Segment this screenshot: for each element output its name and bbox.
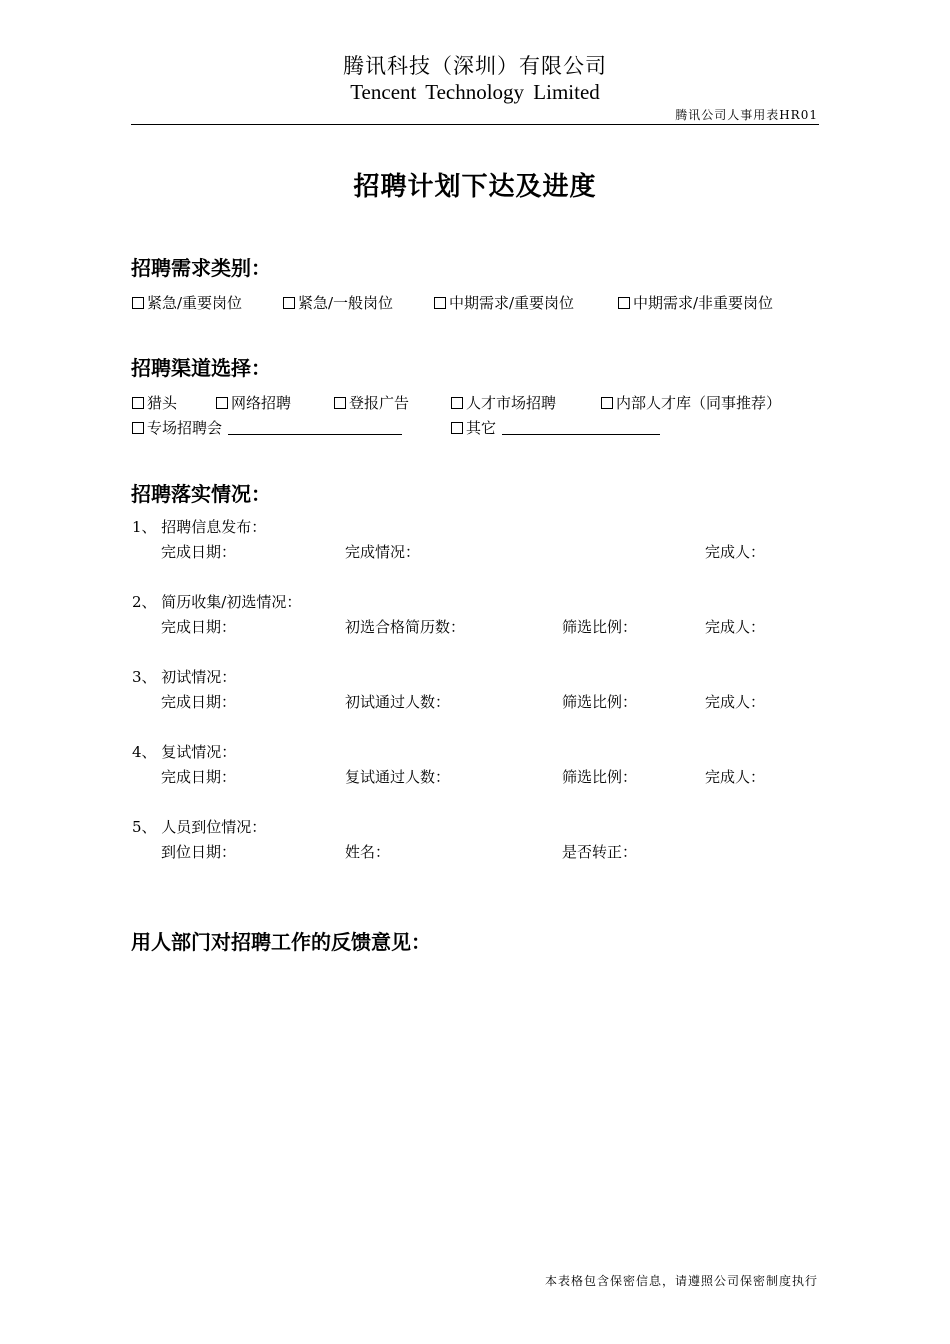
implementation-item-2-ratio: 筛选比例： [562,618,638,636]
implementation-item-2-date: 完成日期： [161,618,237,636]
channel-option-other[interactable]: 其它 [451,417,660,438]
implementation-item-1-person: 完成人： [705,543,766,561]
implementation-item-1-label: 1、 招聘信息发布： [132,518,267,536]
feedback-heading: 用人部门对招聘工作的反馈意见： [131,930,431,954]
checkbox-icon[interactable] [132,297,144,309]
company-name-cn: 腾讯科技（深圳）有限公司 [343,54,607,78]
checkbox-icon[interactable] [216,397,228,409]
company-name-en: Tencent Technology Limited [350,80,600,104]
implementation-item-2-qualified: 初选合格简历数： [345,618,466,636]
implementation-item-4-date: 完成日期： [161,768,237,786]
implementation-item-5-label: 5、 人员到位情况： [132,818,267,836]
job-fair-fill-line[interactable] [228,420,402,435]
page-title: 招聘计划下达及进度 [353,172,597,202]
demand-option-midterm-important[interactable]: 中期需求/重要岗位 [434,292,574,313]
implementation-item-2-person: 完成人： [705,618,766,636]
channel-heading: 招聘渠道选择： [131,356,271,380]
checkbox-icon[interactable] [334,397,346,409]
checkbox-icon[interactable] [283,297,295,309]
implementation-item-4-passed: 复试通过人数： [345,768,451,786]
checkbox-icon[interactable] [434,297,446,309]
checkbox-icon[interactable] [451,422,463,434]
checkbox-icon[interactable] [601,397,613,409]
channel-option-headhunter[interactable]: 猎头 [132,392,177,413]
implementation-item-4-ratio: 筛选比例： [562,768,638,786]
implementation-item-4-label: 4、 复试情况： [132,743,237,761]
implementation-item-5-name: 姓名： [345,843,391,861]
confidentiality-note: 本表格包含保密信息，请遵照公司保密制度执行 [544,1274,818,1288]
implementation-item-1-date: 完成日期： [161,543,237,561]
channel-option-online[interactable]: 网络招聘 [216,392,291,413]
checkbox-icon[interactable] [618,297,630,309]
implementation-item-3-date: 完成日期： [161,693,237,711]
demand-option-urgent-important[interactable]: 紧急/重要岗位 [132,292,242,313]
implementation-item-3-person: 完成人： [705,693,766,711]
channel-option-job-fair[interactable]: 专场招聘会 [132,417,402,438]
implementation-item-4-person: 完成人： [705,768,766,786]
checkbox-icon[interactable] [132,422,144,434]
channel-option-talent-market[interactable]: 人才市场招聘 [451,392,556,413]
implementation-item-1-status: 完成情况： [345,543,421,561]
demand-heading: 招聘需求类别： [131,256,271,280]
checkbox-icon[interactable] [451,397,463,409]
other-fill-line[interactable] [502,420,660,435]
demand-option-urgent-general[interactable]: 紧急/一般岗位 [283,292,393,313]
implementation-item-3-label: 3、 初试情况： [132,668,237,686]
channel-option-internal-referral[interactable]: 内部人才库（同事推荐） [601,392,781,413]
implementation-heading: 招聘落实情况： [131,482,271,506]
implementation-item-5-regularized: 是否转正： [562,843,638,861]
implementation-item-3-ratio: 筛选比例： [562,693,638,711]
implementation-item-3-passed: 初试通过人数： [345,693,451,711]
implementation-item-5-date: 到位日期： [161,843,237,861]
header-divider [131,124,819,125]
checkbox-icon[interactable] [132,397,144,409]
demand-option-midterm-nonimportant[interactable]: 中期需求/非重要岗位 [618,292,773,313]
channel-option-newspaper[interactable]: 登报广告 [334,392,409,413]
implementation-item-2-label: 2、 简历收集/初选情况： [132,593,302,611]
form-code: 腾讯公司人事用表HR01 [675,108,818,122]
